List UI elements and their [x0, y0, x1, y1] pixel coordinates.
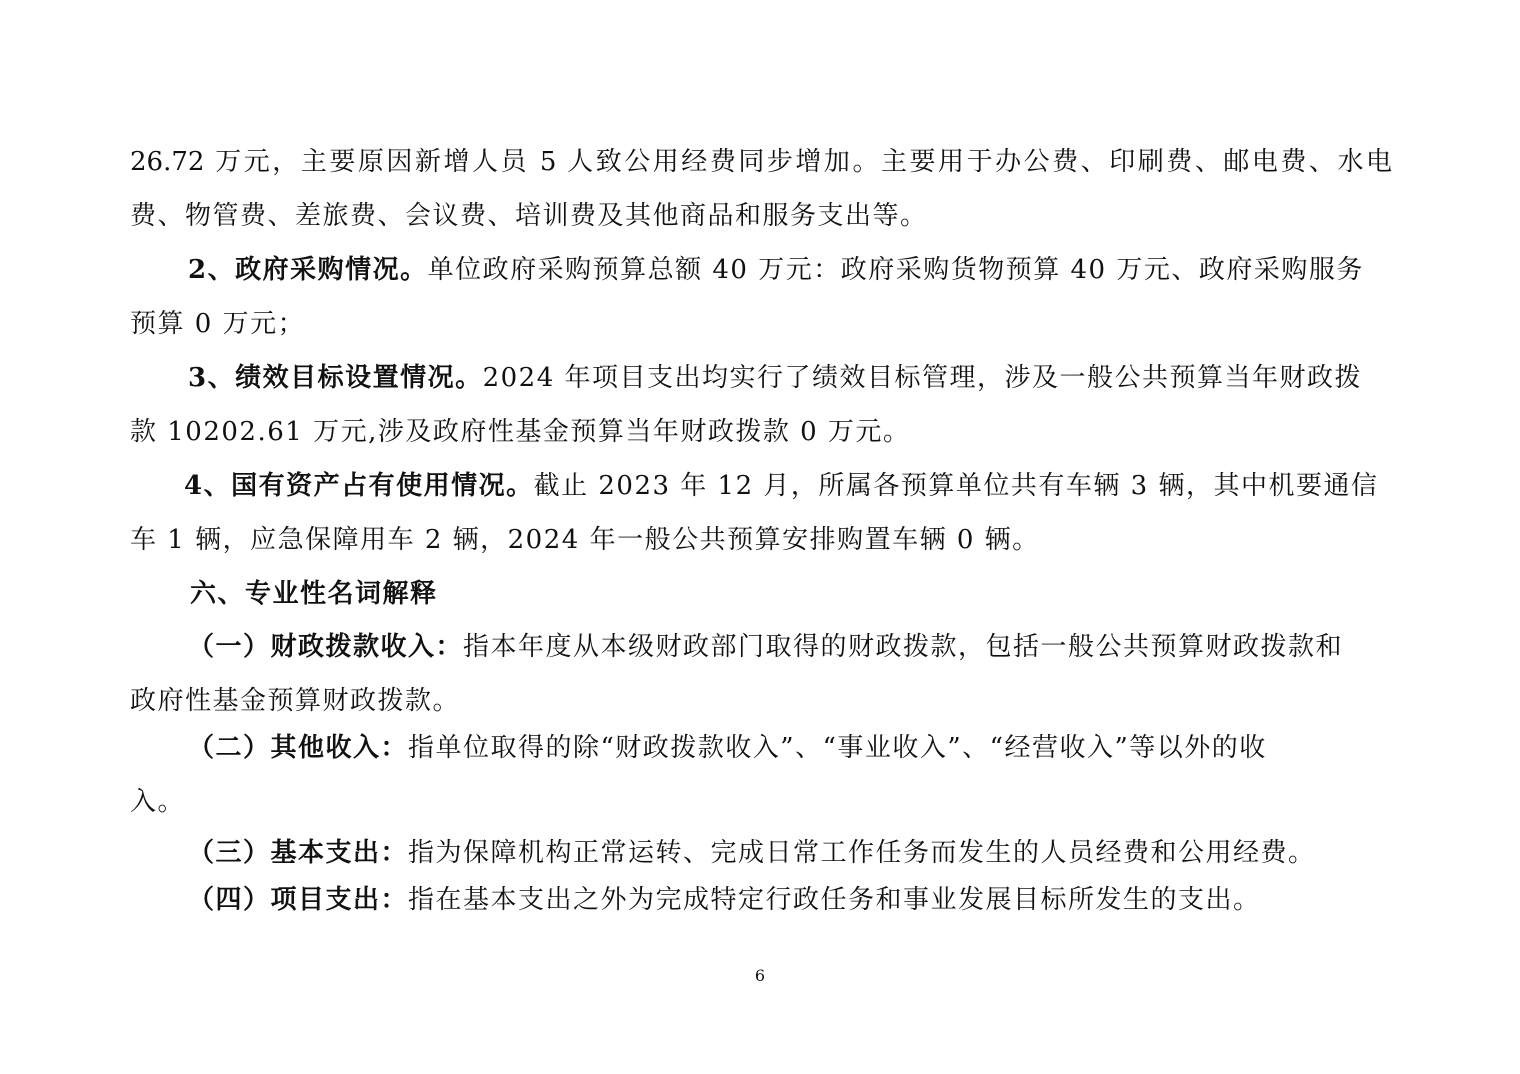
paragraph-3-line-1-text: 2024 年项目支出均实行了绩效目标管理，涉及一般公共预算当年财政拨 — [482, 363, 1363, 393]
paragraph-4-line-2: 车 1 辆，应急保障用车 2 辆，2024 年一般公共预算安排购置车辆 0 辆。 — [130, 525, 1040, 555]
definition-1-lead: （一）财政拨款收入： — [188, 632, 464, 662]
paragraph-2-line-1 — [188, 255, 1364, 285]
paragraph-4-lead: 4、国有资产占有使用情况。 — [184, 471, 534, 501]
definition-1-line-2: 政府性基金预算财政拨款。 — [130, 686, 461, 716]
definition-1-line-1 — [188, 632, 1343, 662]
definition-4-line-1-text: 指在基本支出之外为完成特定行政任务和事业发展目标所发生的支出。 — [408, 885, 1261, 915]
definition-3-lead: （三）基本支出： — [188, 838, 409, 868]
definition-2-line-1-text: 指单位取得的除“财政拨款收入”、“事业收入”、“经营收入”等以外的收 — [408, 733, 1267, 763]
paragraph-2-line-2: 预算 0 万元； — [130, 309, 306, 339]
paragraph-3-line-2: 款 10202.61 万元,涉及政府性基金预算当年财政拨款 0 万元。 — [130, 417, 911, 447]
definition-3-line-1 — [188, 838, 1316, 868]
paragraph-2-line-1-text: 单位政府采购预算总额 40 万元：政府采购货物预算 40 万元、政府采购服务 — [427, 255, 1364, 285]
paragraph-2-lead: 2、政府采购情况。 — [188, 255, 428, 285]
paragraph-1-line-1: 26.72 万元，主要原因新增人员 5 人致公用经费同步增加。主要用于办公费、印刷费、邮电费、水电 — [130, 147, 1392, 177]
definition-4-line-1 — [188, 885, 1261, 915]
definition-2-line-2: 入。 — [130, 787, 186, 817]
definition-2-lead: （二）其他收入： — [188, 733, 409, 763]
paragraph-3-line-1 — [188, 363, 1362, 393]
paragraph-1-line-2: 费、物管费、差旅费、会议费、培训费及其他商品和服务支出等。 — [130, 201, 928, 231]
section-heading: 六、专业性名词解释 — [190, 579, 438, 609]
definition-3-line-1-text: 指为保障机构正常运转、完成日常工作任务而发生的人员经费和公用经费。 — [408, 838, 1316, 868]
paragraph-4-line-1-text: 截止 2023 年 12 月，所属各预算单位共有车辆 3 辆，其中机要通信 — [533, 471, 1379, 501]
paragraph-3-lead: 3、绩效目标设置情况。 — [188, 363, 483, 393]
definition-1-line-1-text: 指本年度从本级财政部门取得的财政拨款，包括一般公共预算财政拨款和 — [463, 632, 1344, 662]
definition-4-lead: （四）项目支出： — [188, 885, 409, 915]
definition-2-line-1 — [188, 733, 1267, 763]
page-number: 6 — [754, 966, 766, 985]
paragraph-4-line-1 — [184, 471, 1378, 501]
